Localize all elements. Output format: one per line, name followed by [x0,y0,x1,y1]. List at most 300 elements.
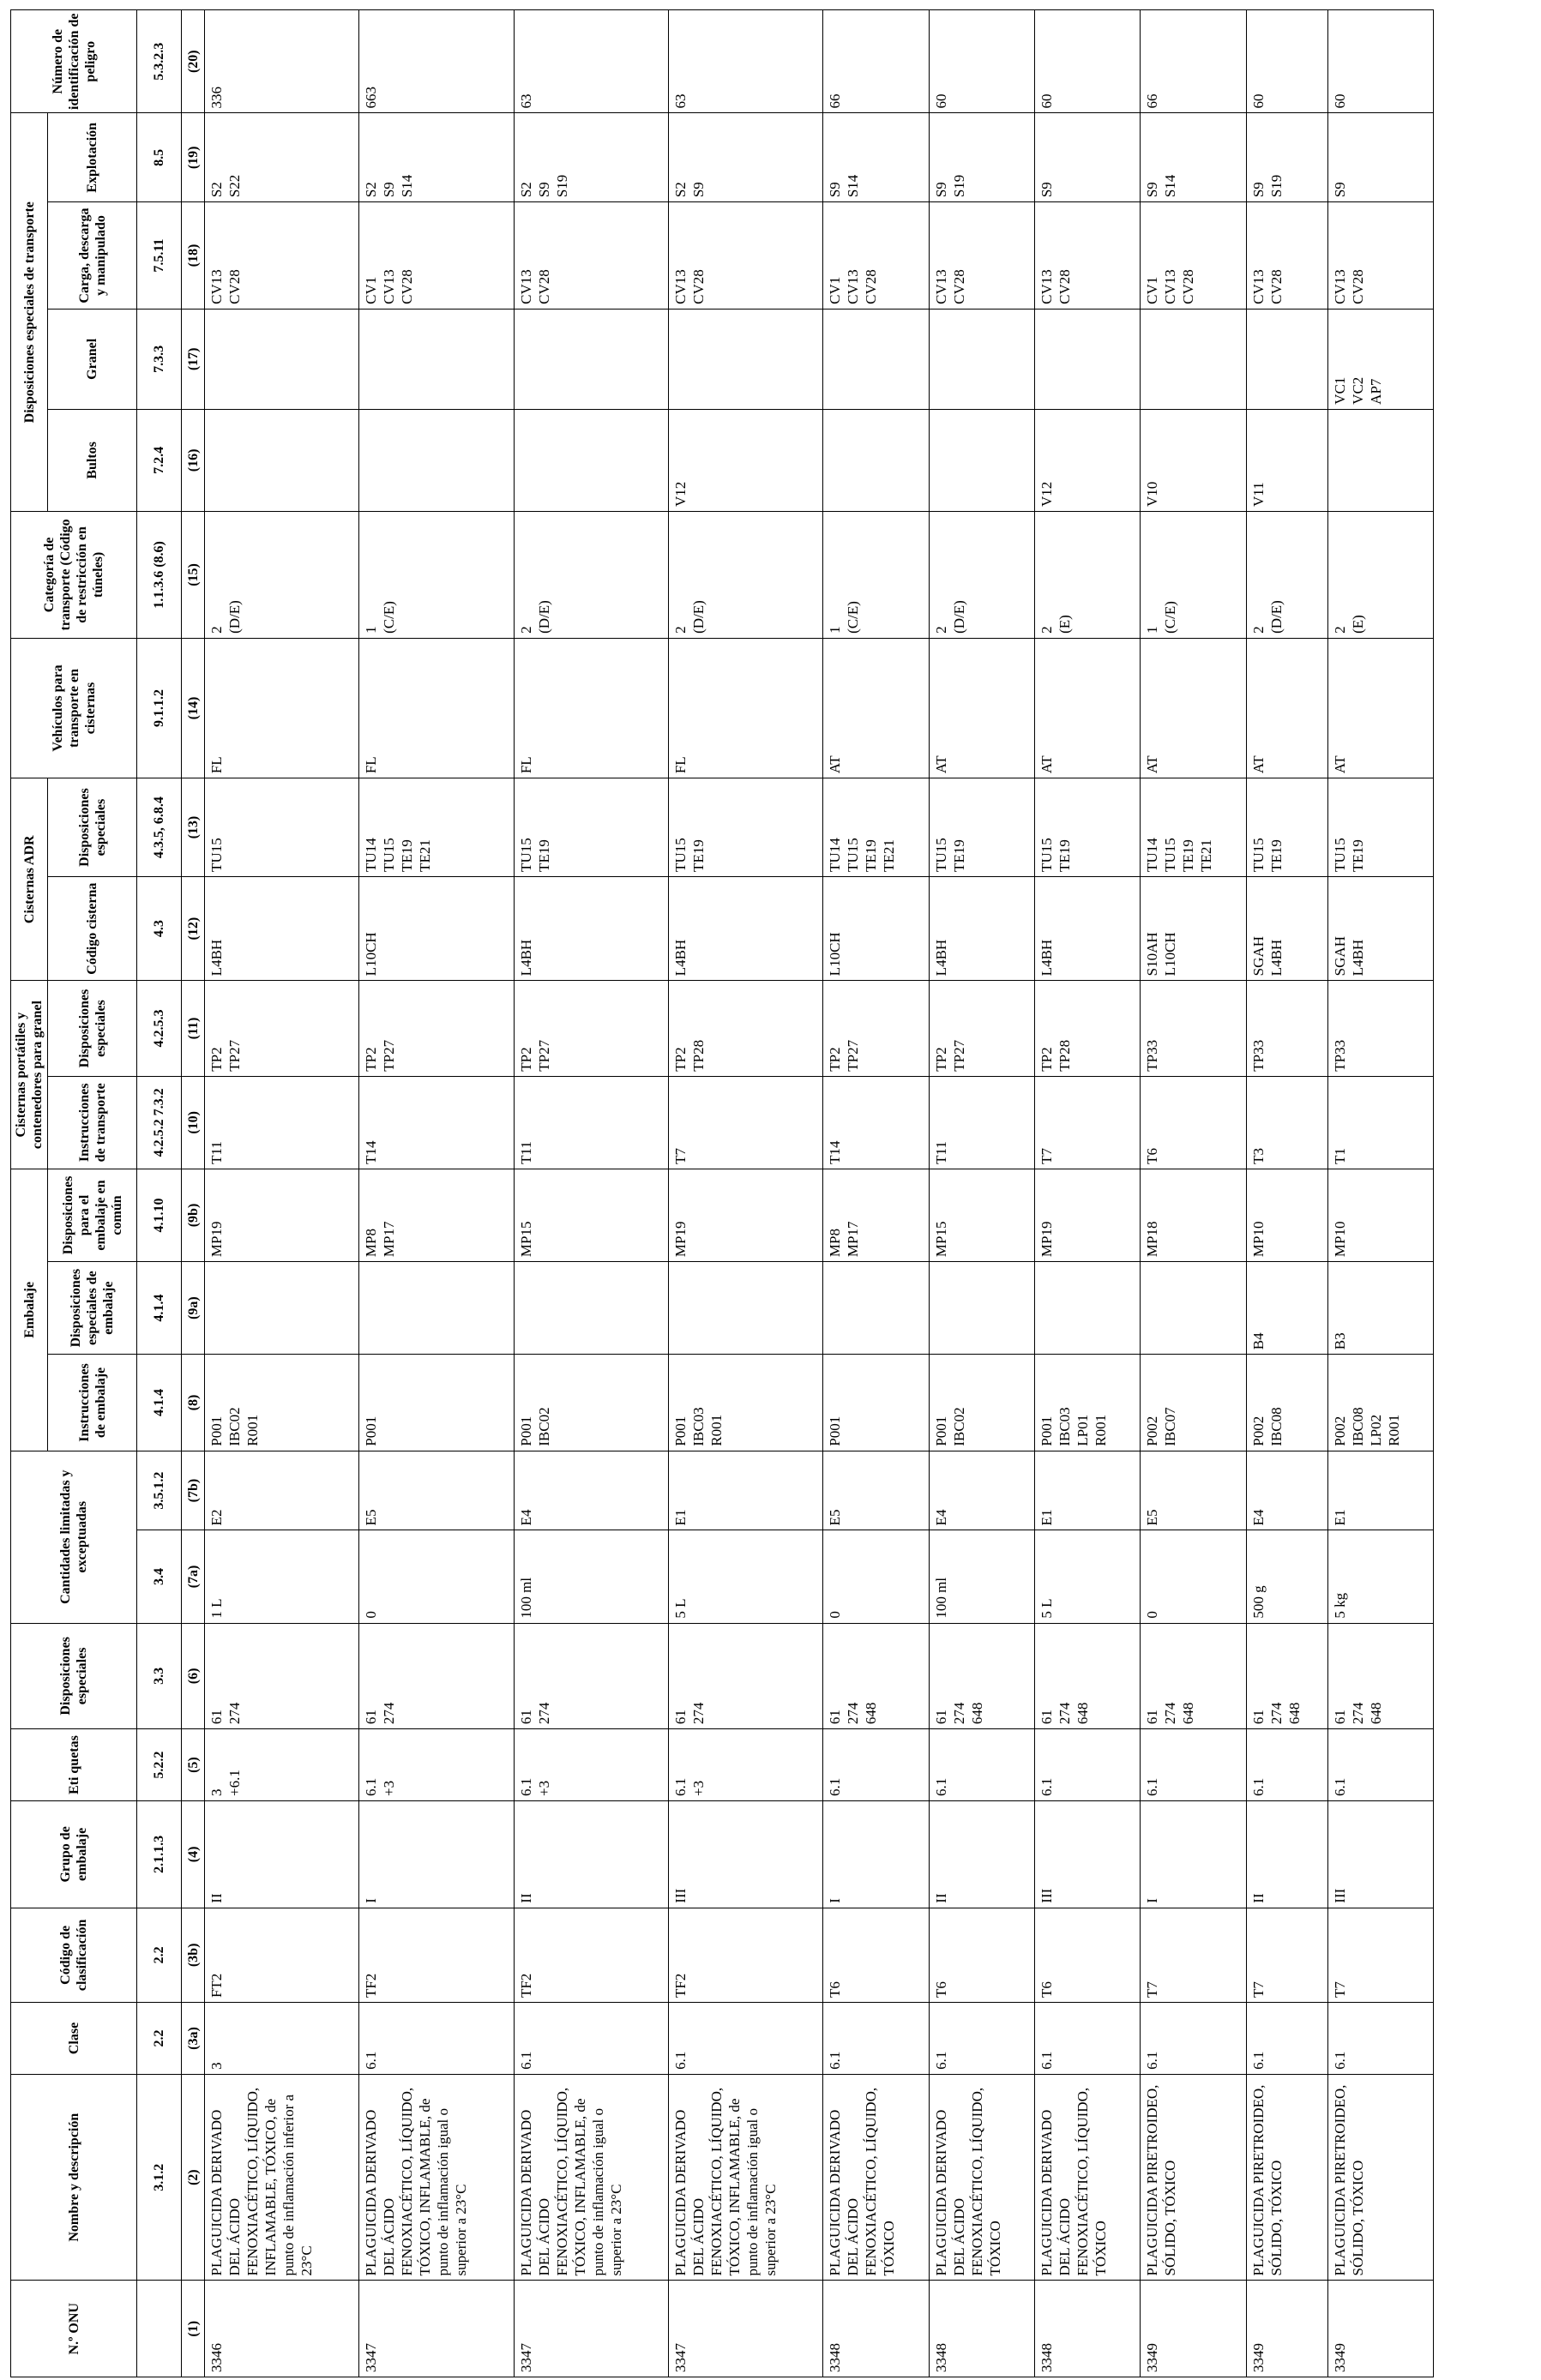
table-cell: 61 274 648 [1141,1623,1246,1729]
table-cell: S10AH L10CH [1141,876,1246,980]
table-row [668,10,822,2377]
table-cell: CV13 CV28 [929,202,1034,310]
header-tank-code: Código cisterna [48,876,137,980]
table-cell: 3349 [1327,2281,1433,2377]
table-cell [1034,1262,1140,1355]
table-cell: TU15 TE19 [1246,778,1327,877]
table-cell: TU15 TE19 [514,778,668,877]
table-cell: 2 (E) [1327,512,1433,639]
table-cell: 61 274 [514,1623,668,1729]
table-cell [1141,1262,1246,1355]
table-cell: L4BH [205,876,359,980]
table-cell: 6.1 [1034,1729,1140,1801]
column-number: (9a) [182,1262,205,1355]
table-cell [514,1262,668,1355]
table-cell: T7 [1034,1076,1140,1169]
table-cell: 6.1 [1327,2003,1433,2075]
table-cell: 5 kg [1327,1530,1433,1623]
table-cell: 66 [823,10,929,113]
table-cell [514,309,668,409]
table-row [514,10,668,2377]
table-cell: 1 (C/E) [359,512,514,639]
table-cell: 60 [1327,10,1433,113]
table-cell: TU14 TU15 TE19 TE21 [823,778,929,877]
table-cell: 6.1 [929,2003,1034,2075]
table-cell [929,309,1034,409]
column-number: (7a) [182,1530,205,1623]
table-cell: 3347 [514,2281,668,2377]
table-cell: T6 [929,1908,1034,2002]
table-cell: 3 +6.1 [205,1729,359,1801]
table-row [929,10,1034,2377]
table-cell: S9 S14 [1141,113,1246,202]
table-cell: 500 g [1246,1530,1327,1623]
table-cell: III [1327,1801,1433,1908]
table-cell: TP33 [1327,981,1433,1076]
table-cell: MP10 [1327,1169,1433,1261]
ref-cell: 1.1.3.6 (8.6) [137,512,182,639]
table-cell: PLAGUICIDA DERIVADO DEL ÁCIDO FENOXIACÉTICO, LÍQUIDO, TÓXICO, INFLAMABLE, de punto de inflamación igual o superior a 23°C [359,2074,514,2281]
reference-row [137,10,182,2377]
header-tank-vehicle: Vehículos para transporte en cisternas [11,638,137,778]
table-cell: P002 IBC08 [1246,1355,1327,1451]
table-cell: 6.1 [1246,2003,1327,2075]
table-cell: 66 [1141,10,1246,113]
table-cell [668,309,822,409]
table-cell: L4BH [929,876,1034,980]
table-cell: MP10 [1246,1169,1327,1261]
header-portable-tanks: Cisternas portátiles y contenedores para granel [11,981,48,1169]
table-row [1141,10,1246,2377]
table-cell [823,1262,929,1355]
table-cell: CV1 CV13 CV28 [359,202,514,310]
table-cell: 61 274 648 [1327,1623,1433,1729]
table-cell [205,1262,359,1355]
table-cell: 6.1 [1141,2003,1246,2075]
table-cell: S2 S9 [668,113,822,202]
table-cell: TU15 [205,778,359,877]
table-cell: MP19 [1034,1169,1140,1261]
table-cell: TP2 TP27 [205,981,359,1076]
table-cell: III [1034,1801,1140,1908]
table-cell: 61 274 648 [823,1623,929,1729]
column-number: (8) [182,1355,205,1451]
table-cell: TU14 TU15 TE19 TE21 [1141,778,1246,877]
table-cell: P001 IBC02 [929,1355,1034,1451]
column-number: (19) [182,113,205,202]
header-loading: Carga, descarga y manipulado [48,202,137,310]
table-cell: TF2 [668,1908,822,2002]
column-number: (1) [182,2281,205,2377]
table-cell: 336 [205,10,359,113]
header-un-no: N.º ONU [11,2281,137,2377]
table-cell [668,1262,822,1355]
header-labels: Eti quetas [11,1729,137,1801]
table-cell: FL [668,638,822,778]
table-cell: 61 274 [205,1623,359,1729]
table-row [823,10,929,2377]
header-granel: Granel [48,309,137,409]
table-cell: MP19 [205,1169,359,1261]
table-cell: PLAGUICIDA DERIVADO DEL ÁCIDO FENOXIACÉTICO, LÍQUIDO, TÓXICO [823,2074,929,2281]
table-cell: TP2 TP28 [1034,981,1140,1076]
table-cell: L10CH [359,876,514,980]
table-cell: S2 S9 S19 [514,113,668,202]
table-cell: CV13 CV28 [1327,202,1433,310]
table-cell: II [1246,1801,1327,1908]
table-cell: AT [1141,638,1246,778]
ref-cell: 3.3 [137,1623,182,1729]
table-cell [205,309,359,409]
column-number: (7b) [182,1451,205,1530]
table-cell: CV1 CV13 CV28 [823,202,929,310]
ref-cell: 3.4 [137,1530,182,1623]
header-mixed-packing: Disposiciones para el embalaje en común [48,1169,137,1261]
table-cell: 2 (D/E) [205,512,359,639]
table-cell: TP33 [1141,981,1246,1076]
table-cell: CV13 CV28 [668,202,822,310]
table-cell: T7 [1141,1908,1246,2002]
column-number: (20) [182,10,205,113]
ref-cell: 4.2.5.2 7.3.2 [137,1076,182,1169]
table-cell: 6.1 [823,1729,929,1801]
table-cell: T6 [1034,1908,1140,2002]
table-cell: 6.1 [514,2003,668,2075]
column-number: (14) [182,638,205,778]
table-cell: TF2 [514,1908,668,2002]
table-cell: T1 [1327,1076,1433,1169]
table-row [1327,10,1433,2377]
table-cell: 60 [929,10,1034,113]
column-number: (12) [182,876,205,980]
table-cell: 6.1 [668,2003,822,2075]
ref-cell: 2.2 [137,2003,182,2075]
table-cell: TP2 TP28 [668,981,822,1076]
table-cell: TP33 [1246,981,1327,1076]
ref-cell: 4.1.4 [137,1355,182,1451]
table-cell: PLAGUICIDA PIRETROIDEO, SÓLIDO, TÓXICO [1141,2074,1246,2281]
table-cell: PLAGUICIDA DERIVADO DEL ÁCIDO FENOXIACÉTICO, LÍQUIDO, TÓXICO [1034,2074,1140,2281]
table-cell: T7 [1327,1908,1433,2002]
table-cell: 3347 [668,2281,822,2377]
ref-cell: 9.1.1.2 [137,638,182,778]
table-cell: MP8 MP17 [359,1169,514,1261]
table-cell: TP2 TP27 [929,981,1034,1076]
table-cell: 6.1 [1034,2003,1140,2075]
table-cell: AT [929,638,1034,778]
table-cell: 61 274 [359,1623,514,1729]
header-special-transport: Disposiciones especiales de transporte [11,113,48,512]
table-cell: T14 [823,1076,929,1169]
table-cell [823,409,929,511]
table-cell: PLAGUICIDA DERIVADO DEL ÁCIDO FENOXIACÉTICO, LÍQUIDO, TÓXICO, INFLAMABLE, de punto de inflamación igual o superior a 23°C [514,2074,668,2281]
header-bultos: Bultos [48,409,137,511]
column-number: (11) [182,981,205,1076]
table-cell: E2 [205,1451,359,1530]
table-cell: 6.1 +3 [668,1729,822,1801]
table-cell [359,1262,514,1355]
table-cell: L4BH [514,876,668,980]
table-cell: 6.1 [823,2003,929,2075]
table-cell: I [1141,1801,1246,1908]
header-packaging: Embalaje [11,1169,48,1451]
table-cell: II [205,1801,359,1908]
table-cell: PLAGUICIDA DERIVADO DEL ÁCIDO FENOXIACÉTICO, LÍQUIDO, TÓXICO, INFLAMABLE, de punto de inflamación igual o superior a 23°C [668,2074,822,2281]
table-cell [359,409,514,511]
table-cell: VC1 VC2 AP7 [1327,309,1433,409]
ref-cell: 3.1.2 [137,2074,182,2281]
table-cell: 0 [823,1530,929,1623]
table-cell: 3349 [1141,2281,1246,2377]
column-number: (2) [182,2074,205,2281]
ref-cell: 4.3 [137,876,182,980]
table-cell: TU15 TE19 [668,778,822,877]
table-cell: P002 IBC08 LP02 R001 [1327,1355,1433,1451]
header-packing-special: Disposiciones especiales de embalaje [48,1262,137,1355]
table-cell: SGAH L4BH [1327,876,1433,980]
table-row [1246,10,1327,2377]
table-cell: S2 S9 S14 [359,113,514,202]
table-cell: T11 [514,1076,668,1169]
table-cell: 63 [514,10,668,113]
table-cell: E5 [1141,1451,1246,1530]
table-cell: 100 ml [929,1530,1034,1623]
table-cell: T11 [929,1076,1034,1169]
ref-cell [137,2281,182,2377]
table-cell: PLAGUICIDA PIRETROIDEO, SÓLIDO, TÓXICO [1327,2074,1433,2281]
column-number: (10) [182,1076,205,1169]
table-cell: II [514,1801,668,1908]
table-cell: T7 [668,1076,822,1169]
table-cell: FT2 [205,1908,359,2002]
table-cell: 3348 [929,2281,1034,2377]
table-cell: 60 [1034,10,1140,113]
ref-cell: 7.3.3 [137,309,182,409]
column-number: (4) [182,1801,205,1908]
table-cell: TF2 [359,1908,514,2002]
table-cell: E1 [668,1451,822,1530]
ref-cell: 2.2 [137,1908,182,2002]
table-cell: E5 [823,1451,929,1530]
table-cell: 61 274 [668,1623,822,1729]
table-cell [823,309,929,409]
table-cell: MP18 [1141,1169,1246,1261]
table-cell [514,409,668,511]
table-cell: CV13 CV28 [514,202,668,310]
ref-cell: 8.5 [137,113,182,202]
table-cell [1034,309,1140,409]
table-cell: CV13 CV28 [1246,202,1327,310]
table-cell: 2 (D/E) [1246,512,1327,639]
table-cell [359,309,514,409]
table-cell: S9 S14 [823,113,929,202]
table-cell: T7 [1246,1908,1327,2002]
header-class-code: Código de clasificación [11,1908,137,2002]
ref-cell: 7.5.11 [137,202,182,310]
column-number: (16) [182,409,205,511]
ref-cell: 4.2.5.3 [137,981,182,1076]
table-cell: TU14 TU15 TE19 TE21 [359,778,514,877]
table-cell: E4 [929,1451,1034,1530]
table-cell: AT [823,638,929,778]
column-number: (18) [182,202,205,310]
table-cell: 61 274 648 [1034,1623,1140,1729]
ref-cell: 7.2.4 [137,409,182,511]
table-cell: 0 [359,1530,514,1623]
table-cell: 60 [1246,10,1327,113]
table-cell [1246,309,1327,409]
table-cell: S9 [1327,113,1433,202]
table-cell: 61 274 648 [929,1623,1034,1729]
table-cell: 6.1 +3 [359,1729,514,1801]
table-cell: 663 [359,10,514,113]
table-cell: TP2 TP27 [359,981,514,1076]
table-cell: P001 IBC03 R001 [668,1355,822,1451]
table-cell: CV13 CV28 [1034,202,1140,310]
header-special-provisions: Disposiciones especiales [11,1623,137,1729]
table-cell: 63 [668,10,822,113]
table-cell: 0 [1141,1530,1246,1623]
header-limited-quantities: Cantidades limitadas y exceptuadas [11,1451,137,1623]
header-adr-tanks: Cisternas ADR [11,778,48,981]
table-cell: CV13 CV28 [205,202,359,310]
header-adr-special: Disposiciones especiales [48,778,137,877]
table-cell: S9 [1034,113,1140,202]
table-cell: P001 IBC02 R001 [205,1355,359,1451]
table-cell: L4BH [1034,876,1140,980]
table-cell: III [668,1801,822,1908]
table-cell: 3 [205,2003,359,2075]
table-cell: 2 (D/E) [514,512,668,639]
table-cell: TU15 TE19 [1034,778,1140,877]
table-cell: T6 [1141,1076,1246,1169]
table-cell: E1 [1327,1451,1433,1530]
table-cell: 6.1 [359,2003,514,2075]
table-cell: FL [514,638,668,778]
ref-cell: 3.5.1.2 [137,1451,182,1530]
header-class: Clase [11,2003,137,2075]
table-cell: MP15 [929,1169,1034,1261]
header-transport-instructions: Instrucciones de transporte [48,1076,137,1169]
table-cell: 3348 [1034,2281,1140,2377]
table-cell: T11 [205,1076,359,1169]
table-cell: T14 [359,1076,514,1169]
table-cell: 3349 [1246,2281,1327,2377]
table-cell: P001 IBC02 [514,1355,668,1451]
table-cell: 3347 [359,2281,514,2377]
table-cell: I [359,1801,514,1908]
table-cell: L10CH [823,876,929,980]
table-cell [1141,309,1246,409]
table-cell: TP2 TP27 [514,981,668,1076]
table-cell: S2 S22 [205,113,359,202]
table-row [359,10,514,2377]
table-cell: P001 [823,1355,929,1451]
table-cell [1327,409,1433,511]
header-portable-special: Disposiciones especiales [48,981,137,1076]
column-number: (13) [182,778,205,877]
table-row [205,10,359,2377]
table-cell: 6.1 [929,1729,1034,1801]
table-cell: E4 [1246,1451,1327,1530]
table-cell: 1 (C/E) [1141,512,1246,639]
table-cell: 2 (D/E) [929,512,1034,639]
table-cell: V12 [1034,409,1140,511]
table-cell: TU15 TE19 [1327,778,1433,877]
header-packing-group: Grupo de embalaje [11,1801,137,1908]
table-cell: 2 (E) [1034,512,1140,639]
table-cell: S9 S19 [929,113,1034,202]
column-number: (3b) [182,1908,205,2002]
header-transport-category: Categoría de transporte (Código de restricción en túneles) [11,512,137,639]
table-cell [929,1262,1034,1355]
table-cell: I [823,1801,929,1908]
table-cell: PLAGUICIDA DERIVADO DEL ÁCIDO FENOXIACÉTICO, LÍQUIDO, INFLAMABLE, TÓXICO, de punto de inflamación inferior a 23°C [205,2074,359,2281]
ref-cell: 4.3.5, 6.8.4 [137,778,182,877]
table-cell: V12 [668,409,822,511]
ref-cell: 4.1.4 [137,1262,182,1355]
table-cell: 6.1 [1141,1729,1246,1801]
table-cell: E1 [1034,1451,1140,1530]
table-body [205,10,1434,2377]
table-cell: SGAH L4BH [1246,876,1327,980]
column-number: (6) [182,1623,205,1729]
dangerous-goods-table [10,9,1434,2377]
table-cell [205,409,359,511]
table-cell: 6.1 [1327,1729,1433,1801]
column-number: (3a) [182,2003,205,2075]
table-cell: 2 (D/E) [668,512,822,639]
table-cell: MP8 MP17 [823,1169,929,1261]
table-cell: T3 [1246,1076,1327,1169]
table-cell: 6.1 +3 [514,1729,668,1801]
table-cell: P001 IBC03 LP01 R001 [1034,1355,1140,1451]
table-cell: 5 L [1034,1530,1140,1623]
table-cell: MP15 [514,1169,668,1261]
table-cell: 3348 [823,2281,929,2377]
header-name: Nombre y descripción [11,2074,137,2281]
table-cell: TU15 TE19 [929,778,1034,877]
table-cell: AT [1034,638,1140,778]
table-cell: PLAGUICIDA PIRETROIDEO, SÓLIDO, TÓXICO [1246,2074,1327,2281]
table-cell: 100 ml [514,1530,668,1623]
table-cell: V11 [1246,409,1327,511]
table-cell: V10 [1141,409,1246,511]
header-operation: Explotación [48,113,137,202]
header-hazard-number: Número de identificación de peligro [11,10,137,113]
table-cell: P001 [359,1355,514,1451]
table-cell: 3346 [205,2281,359,2377]
column-number: (15) [182,512,205,639]
ref-cell: 4.1.10 [137,1169,182,1261]
table-cell: MP19 [668,1169,822,1261]
ref-cell: 5.3.2.3 [137,10,182,113]
table-cell: 6.1 [1246,1729,1327,1801]
table-cell: T6 [823,1908,929,2002]
table-cell: 61 274 648 [1246,1623,1327,1729]
table-cell: CV1 CV13 CV28 [1141,202,1246,310]
table-cell: FL [359,638,514,778]
table-cell: E4 [514,1451,668,1530]
table-cell: PLAGUICIDA DERIVADO DEL ÁCIDO FENOXIACÉTICO, LÍQUIDO, TÓXICO [929,2074,1034,2281]
table-cell: AT [1246,638,1327,778]
table-cell [929,409,1034,511]
table-cell: AT [1327,638,1433,778]
table-cell: B3 [1327,1262,1433,1355]
table-cell: TP2 TP27 [823,981,929,1076]
table-cell: E5 [359,1451,514,1530]
table-cell: FL [205,638,359,778]
